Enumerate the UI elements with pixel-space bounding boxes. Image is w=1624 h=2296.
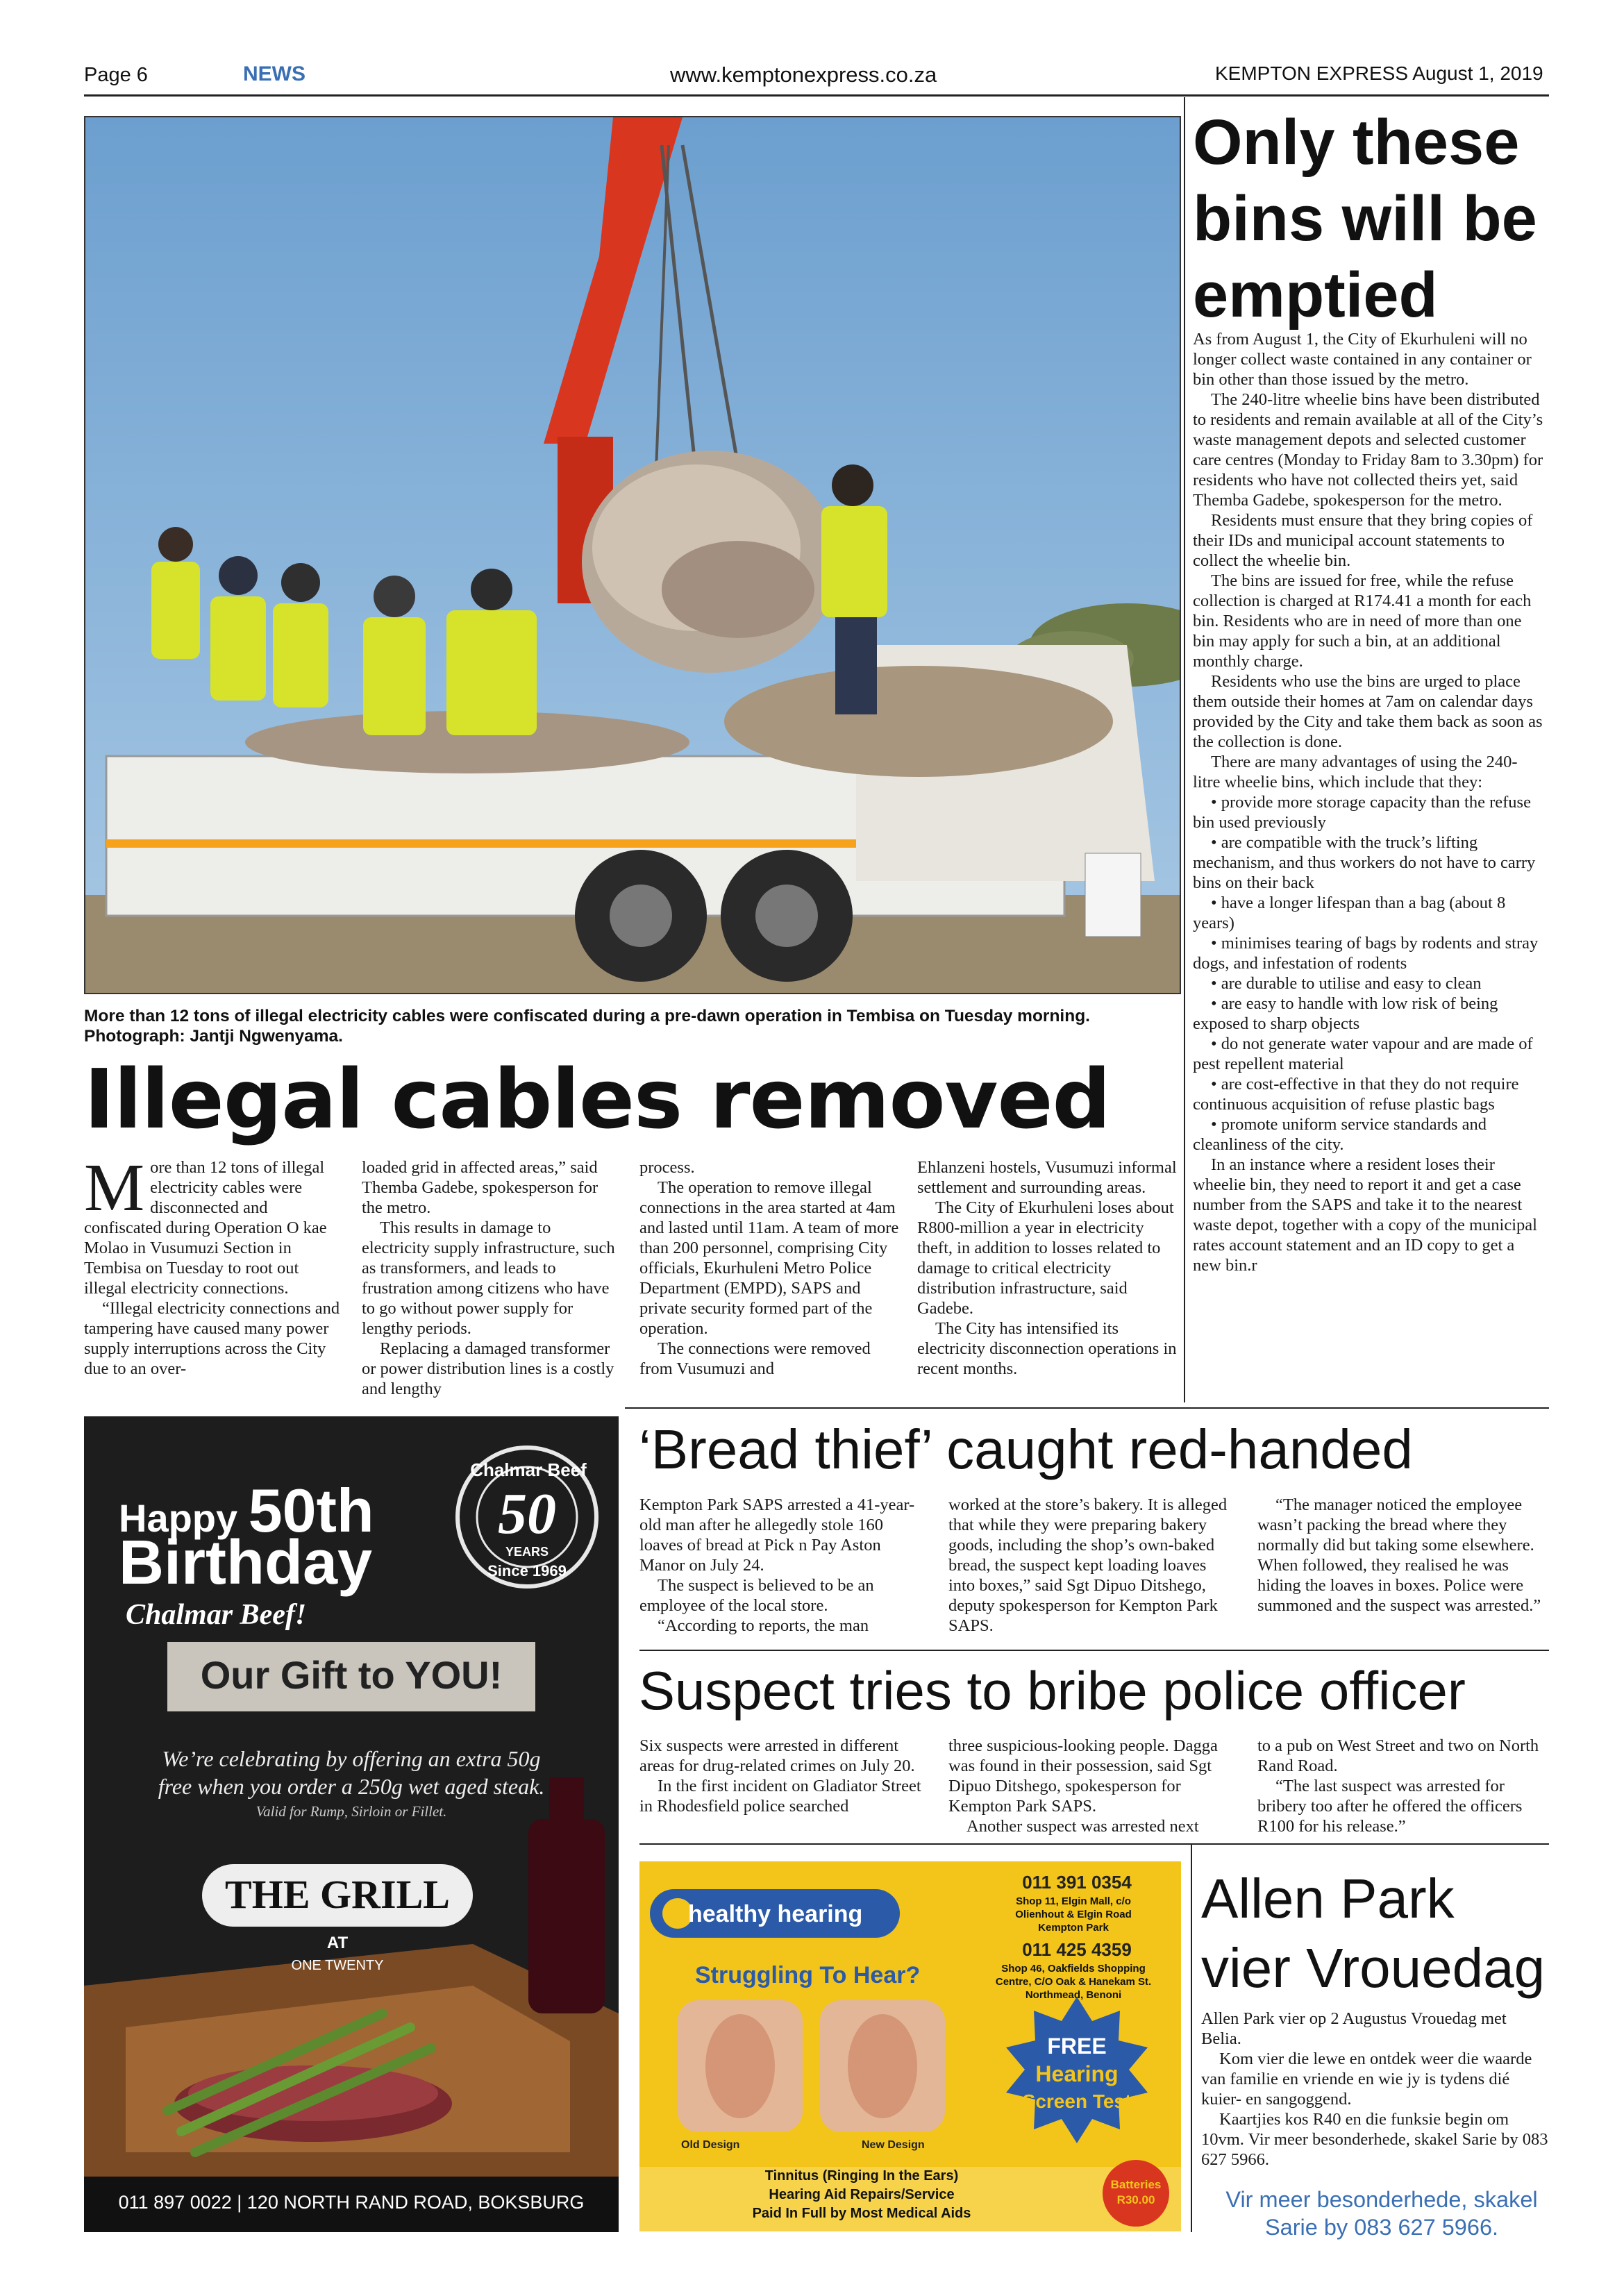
- bread-column-1: [639, 1495, 924, 1636]
- hearing-services: Tinnitus (Ringing In the Ears) Hearing Aid Repairs/Service Paid In Full by Most Medical Aids: [752, 2168, 971, 2221]
- new-design-label: New Design: [862, 2139, 925, 2151]
- hearing-address-1: Shop 11, Elgin Mall, c/o Olienhout & Elgin Road Kempton Park: [1015, 1895, 1132, 1934]
- bribe-column-2: [948, 1736, 1233, 1836]
- bread-headline: ‘Bread thief’ caught red-handed: [639, 1418, 1413, 1480]
- bread-paragraph: “The manager noticed the employee wasn’t packing the bread where they normally did but taking some elsewhere. When followed, they realised he was hiding the loaves in boxes. Police were summoned and the suspect was arrested.”: [1257, 1495, 1541, 1615]
- hearing-brand: healthy hearing: [688, 1901, 863, 1927]
- bribe-paragraph: three suspicious-looking people. Dagga was found in their possession, said Sgt Dipuo Ditshego, spokesperson for Kempton Park SAPS.: [948, 1736, 1218, 1816]
- bins-bullet: • promote uniform service standards and cleanliness of the city.: [1193, 1115, 1487, 1154]
- lead-paragraph: This results in damage to electricity supply infrastructure, such as transformers, and leads to frustration among citizens who have to go without power supply for lengthy periods.: [362, 1218, 615, 1338]
- lead-column-2: [362, 1157, 622, 1399]
- drop-cap: M: [84, 1150, 145, 1225]
- bribe-paragraph: “The last suspect was arrested for bribery too after he offered the officers R100 for his release.”: [1257, 1777, 1523, 1836]
- allen-paragraph: Kom vier die lewe en ontdek weer die waarde van familie en vriende en wie jy is tydens dié kuier- en sangoggend.: [1201, 2050, 1532, 2109]
- hearing-free: FREE: [1047, 2034, 1107, 2059]
- ad-birthday: Birthday: [119, 1528, 373, 1598]
- bins-paragraph: Residents must ensure that they bring copies of their IDs and municipal account statements to collect the wheelie bin.: [1193, 511, 1533, 570]
- hearing-free-2: Hearing: [1035, 2061, 1119, 2086]
- lead-paragraph: loaded grid in affected areas,” said Themba Gadebe, spokesperson for the metro.: [362, 1158, 598, 1217]
- header-rule: [84, 94, 1549, 97]
- bins-bullet: • are compatible with the truck’s lifting mechanism, and thus workers do not have to carry bins on their back: [1193, 833, 1536, 892]
- ad-offer-2: free when you order a 250g wet aged steak.: [158, 1774, 545, 1799]
- lead-headline: Illegal cables removed: [84, 1051, 1110, 1147]
- bribe-headline: Suspect tries to bribe police officer: [639, 1660, 1466, 1721]
- bins-paragraph: The bins are issued for free, while the refuse collection is charged at R174.41 a month for each bin. Residents who are in need of more than one bin may apply for such a bin, at an additional monthly charge.: [1193, 571, 1532, 671]
- ad-valid: Valid for Rump, Sirloin or Fillet.: [256, 1803, 447, 1820]
- ad-happy: Happy 50th: [119, 1476, 374, 1545]
- badge-number: 50: [498, 1482, 556, 1546]
- lead-column-1: [84, 1150, 344, 1379]
- bins-bullet: • minimises tearing of bags by rodents and stray dogs, and infestation of rodents: [1193, 934, 1539, 973]
- lead-paragraph: The connections were removed from Vusumuzi and: [639, 1339, 871, 1378]
- bribe-paragraph: Six suspects were arrested in different areas for drug-related crimes on July 20.: [639, 1736, 915, 1775]
- bribe-paragraph: Another suspect was arrested next: [966, 1817, 1199, 1836]
- bins-bullet: • are durable to utilise and easy to clean: [1211, 974, 1482, 993]
- bins-bullet: • do not generate water vapour and are made of pest repellent material: [1193, 1034, 1533, 1073]
- allen-paragraph: Kaartjies kos R40 en die funksie begin om 10vm. Vir meer besonderhede, skakel Sarie by 083 627 5966.: [1201, 2110, 1548, 2169]
- main-photo: [84, 116, 1181, 994]
- bins-paragraph: The 240-litre wheelie bins have been distributed to residents and remain available at all of the City’s waste management depots and selected customer care centres (Monday to Friday 8am to 3.30pm) for residents who have not collected theirs yet, said Themba Gadebe, spokesperson for the metro.: [1193, 390, 1543, 510]
- bread-paragraph: “According to reports, the man: [658, 1616, 869, 1635]
- bread-paragraph: The suspect is believed to be an employee of the local store.: [639, 1576, 874, 1615]
- lead-paragraph: Replacing a damaged transformer or power distribution lines is a costly and lengthy: [362, 1339, 614, 1398]
- lead-column-4: [917, 1157, 1178, 1379]
- bins-bullet: • are cost-effective in that they do not require continuous acquisition of refuse plastic bags: [1193, 1075, 1519, 1114]
- hearing-struggling: Struggling To Hear?: [695, 1962, 921, 1988]
- bins-bullet: • are easy to handle with low risk of being exposed to sharp objects: [1193, 994, 1498, 1033]
- page-number: Page 6: [84, 64, 148, 86]
- badge-top: Chalmar Beef: [470, 1459, 587, 1480]
- bribe-paragraph: In the first incident on Gladiator Street in Rhodesfield police searched: [639, 1777, 921, 1816]
- allen-headline: Allen Park vier Vrouedag: [1201, 1868, 1546, 1999]
- section-rule: [639, 1843, 1549, 1845]
- allen-article-body: [1201, 2009, 1548, 2170]
- grill-at: AT: [326, 1934, 349, 1952]
- bins-bullet: • provide more storage capacity than the refuse bin used previously: [1193, 793, 1531, 832]
- section-rule: [639, 1650, 1549, 1651]
- site-url[interactable]: www.kemptonexpress.co.za: [670, 62, 937, 87]
- lead-paragraph: process.: [639, 1158, 695, 1177]
- hearing-address-2: Shop 46, Oakfields Shopping Centre, C/O Oak & Hanekam St. Northmead, Benoni: [995, 1963, 1152, 2001]
- bins-paragraph: In an instance where a resident loses their wheelie bin, they need to report it and get a case number from the SAPS and take it to the nearest waste depot, together with a copy of the municipal rates account statement and an ID copy to get a new bin.r: [1193, 1155, 1537, 1275]
- bread-column-3: [1257, 1495, 1542, 1616]
- bribe-column-3: [1257, 1736, 1542, 1836]
- bribe-column-1: [639, 1736, 924, 1816]
- hearing-phone-2[interactable]: 011 425 4359: [1022, 1939, 1132, 1960]
- badge-years: YEARS: [505, 1545, 549, 1559]
- bins-paragraph: There are many advantages of using the 240-litre wheelie bins, which include that they:: [1193, 753, 1518, 791]
- bins-headline: Only these bins will be emptied: [1193, 107, 1537, 330]
- lead-paragraph: The operation to remove illegal connections in the area started at 4am and lasted until 11am. A team of more than 200 personnel, comprising City officials, Ekurhuleni Metro Police Department (EMPD), SAPS and private security formed part of the operation.: [639, 1178, 899, 1338]
- grill-sub: ONE TWENTY: [291, 1958, 384, 1973]
- bread-paragraph: worked at the store’s bakery. It is alleged that while they were preparing bakery goods, including the shop’s own-baked bread, the suspect kept loading loaves into boxes,” said Sgt Dipuo Ditshego, deputy spokesperson for Kempton Park SAPS.: [948, 1495, 1228, 1635]
- lead-column-3: [639, 1157, 900, 1379]
- lead-paragraph: The City of Ekurhuleni loses about R800-million a year in electricity theft, in addition to losses related to damage to critical electricity distribution infrastructure, said Gadebe.: [917, 1198, 1174, 1318]
- photo-caption: More than 12 tons of illegal electricity cables were confiscated during a pre-dawn operation in Tembisa on Tuesday morning. Photograph: Jantji Ngwenyama.: [84, 1007, 1090, 1046]
- paper-date: KEMPTON EXPRESS August 1, 2019: [1215, 62, 1543, 84]
- bins-paragraph: Residents who use the bins are urged to place them outside their homes at 7am on calendar days provided by the City and take them back as soon as the collection is done.: [1193, 672, 1543, 751]
- ad-contact[interactable]: 011 897 0022 | 120 NORTH RAND ROAD, BOKSBURG: [118, 2192, 585, 2213]
- column-divider: [1184, 97, 1185, 1402]
- bins-paragraph: As from August 1, the City of Ekurhuleni will no longer collect waste contained in any container or bin other than those issued by the metro.: [1193, 330, 1532, 389]
- grill-name: THE GRILL: [225, 1872, 450, 1917]
- lead-paragraph: ore than 12 tons of illegal electricity cables were disconnected and confiscated during Operation O kae Molao in Vusumuzi Section in Tembisa on Tuesday to root out illegal electricity connections.: [84, 1158, 327, 1298]
- section-label: NEWS: [243, 62, 305, 85]
- lead-paragraph: The City has intensified its electricity disconnection operations in recent months.: [917, 1319, 1177, 1378]
- ad-brand-line: Chalmar Beef!: [126, 1599, 307, 1631]
- healthy-hearing-ad[interactable]: [639, 1861, 1181, 2231]
- hearing-free-3: Screen Test: [1022, 2090, 1132, 2112]
- ad-gift: Our Gift to YOU!: [200, 1653, 503, 1697]
- bread-paragraph: Kempton Park SAPS arrested a 41-year-old man after he allegedly stole 160 loaves of bread at Pick n Pay Aston Manor on July 24.: [639, 1495, 915, 1575]
- lead-paragraph: “Illegal electricity connections and tampering have caused many power supply interruptions across the City due to an over-: [84, 1299, 340, 1378]
- ad-offer-1: We’re celebrating by offering an extra 50g: [162, 1746, 541, 1771]
- old-design-label: Old Design: [681, 2139, 740, 2151]
- bins-bullet: • have a longer lifespan than a bag (about 8 years): [1193, 894, 1506, 932]
- section-rule: [625, 1407, 1549, 1409]
- badge-bottom: Since 1969: [487, 1562, 567, 1579]
- batteries-badge: Batteries R30.00: [1110, 2178, 1162, 2206]
- bread-column-2: [948, 1495, 1233, 1636]
- lead-paragraph: Ehlanzeni hostels, Vusumuzi informal settlement and surrounding areas.: [917, 1158, 1177, 1197]
- bins-article-body: [1193, 329, 1543, 1275]
- column-divider: [1191, 1843, 1192, 2232]
- hearing-phone-1[interactable]: 011 391 0354: [1022, 1872, 1132, 1893]
- allen-callout: Vir meer besonderhede, skakel Sarie by 083 627 5966.: [1225, 2187, 1538, 2240]
- chalmar-beef-ad[interactable]: [84, 1416, 619, 2232]
- allen-paragraph: Allen Park vier op 2 Augustus Vrouedag met Belia.: [1201, 2009, 1507, 2048]
- bribe-paragraph: to a pub on West Street and two on North Rand Road.: [1257, 1736, 1539, 1775]
